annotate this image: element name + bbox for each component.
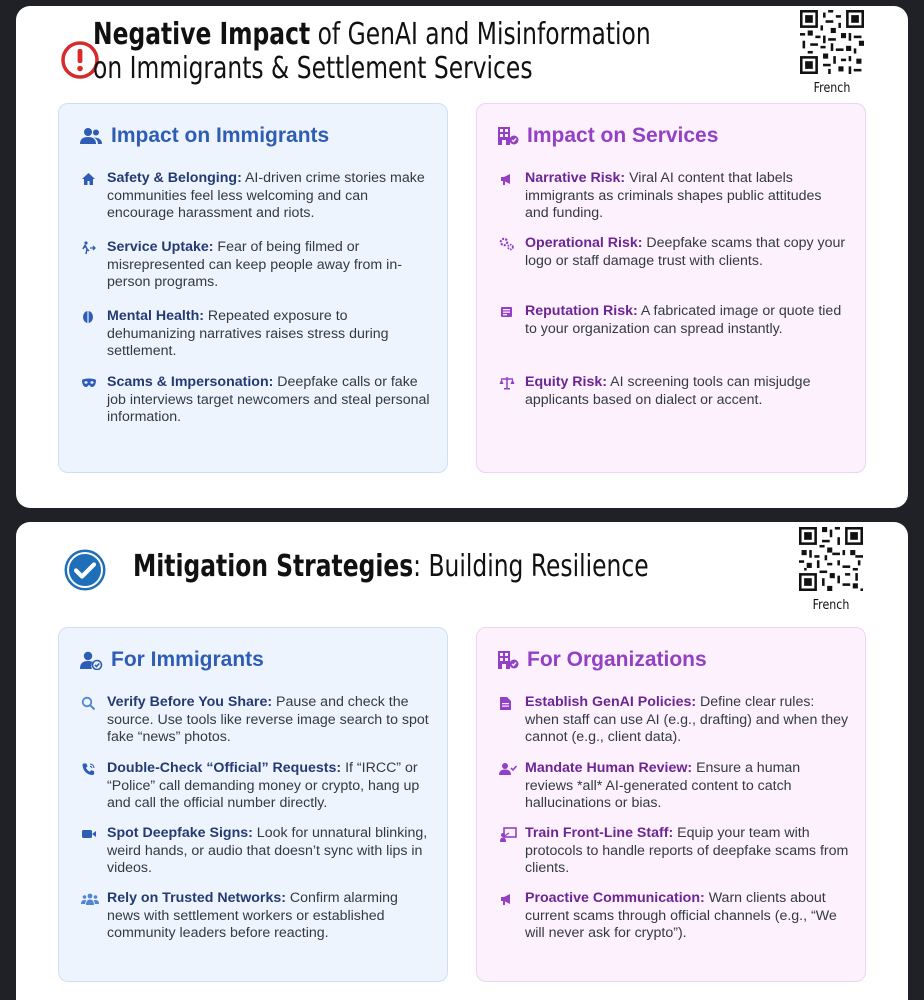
card-heading [497, 648, 707, 672]
list-item: Reputation Risk: A fabricated image or quote tied to your organization can spread instantly. [499, 303, 849, 338]
list-item: Service Uptake: Fear of being filmed or misrepresented can keep people away from in-person programs. [81, 239, 431, 292]
title-bold: Mitigation Strategies [133, 549, 414, 584]
card-heading [79, 648, 264, 672]
list-item: Equity Risk: AI screening tools can misjudge applicants based on dialect or accent. [499, 374, 849, 409]
brain-icon [81, 310, 95, 324]
list-item: Establish GenAI Policies: Define clear rules: when staff can use AI (e.g., drafting) and when they cannot (e.g., client data). [499, 694, 849, 747]
title-rest: of GenAI and Misinformation on Immigrants & Settlement Services [93, 17, 651, 86]
phone-icon [81, 762, 96, 777]
video-icon [81, 828, 97, 840]
building-icon [497, 126, 519, 146]
list-item: Safety & Belonging: AI-driven crime stories make communities feel less welcoming and can encourage harassment and riots. [81, 170, 431, 223]
card-title: Impact on Immigrants [111, 124, 330, 147]
card-heading [79, 124, 329, 148]
check-circle-icon [63, 548, 107, 592]
list-item: Double-Check “Official” Requests: If “IRCC” or “Police” call demanding money or crypto, hang up and call the official number directly. [81, 760, 431, 813]
people-icon [81, 892, 99, 906]
list-item: Mental Health: Repeated exposure to dehumanizing narratives raises stress during settlement. [81, 308, 431, 361]
title-rest: : Building Resilience [413, 549, 649, 584]
megaphone-icon [499, 892, 514, 906]
megaphone-icon [499, 172, 514, 186]
qr-label: French [813, 81, 851, 96]
title-bold: Negative Impact [93, 17, 311, 52]
scale-icon [499, 376, 515, 390]
card-heading [497, 124, 718, 148]
impact-on-services-card [476, 103, 866, 473]
users-icon [79, 126, 103, 146]
list-item: Train Front-Line Staff: Equip your team with protocols to handle reports of deepfake scams from clients. [499, 825, 849, 878]
file-icon [499, 696, 512, 711]
for-immigrants-card [58, 627, 448, 982]
list-item: Scams & Impersonation: Deepfake calls or fake job interviews target newcomers and steal personal information. [81, 374, 431, 427]
list-item: Rely on Trusted Networks: Confirm alarming news with settlement workers or established community leaders before reacting. [81, 890, 431, 943]
list-item: Proactive Communication: Warn clients about current scams through official channels (e.g., “We will never ask for crypto”). [499, 890, 849, 943]
card-title: For Organizations [527, 648, 707, 671]
for-organizations-card [476, 627, 866, 982]
impact-on-immigrants-card [58, 103, 448, 473]
list-item: Narrative Risk: Viral AI content that labels immigrants as criminals shapes public attitudes and funding. [499, 170, 849, 223]
qr-code[interactable] [799, 527, 863, 591]
user-check-icon [79, 650, 103, 670]
qr-label: French [812, 598, 850, 613]
user-check-icon [499, 762, 517, 776]
list-item: Spot Deepfake Signs: Look for unnatural blinking, weird hands, or audio that doesn’t sync with lips in videos. [81, 825, 431, 878]
list-item: Verify Before You Share: Pause and check the source. Use tools like reverse image search to spot fake “news” photos. [81, 694, 431, 747]
list-item: Operational Risk: Deepfake scams that copy your logo or staff damage trust with clients. [499, 235, 849, 270]
page-title [93, 18, 655, 86]
search-icon [81, 696, 96, 711]
newspaper-icon [499, 305, 514, 319]
home-icon [81, 172, 96, 186]
building-icon [497, 650, 519, 670]
qr-code[interactable] [800, 10, 864, 74]
card-title: Impact on Services [527, 124, 719, 147]
chalkboard-icon [499, 827, 517, 842]
card-title: For Immigrants [111, 648, 264, 671]
page-title-mitigation [133, 550, 695, 584]
list-item: Mandate Human Review: Ensure a human reviews *all* AI-generated content to catch hallucinations or bias. [499, 760, 849, 813]
walking-icon [81, 241, 97, 255]
mask-icon [81, 377, 97, 389]
gears-icon [499, 237, 515, 251]
